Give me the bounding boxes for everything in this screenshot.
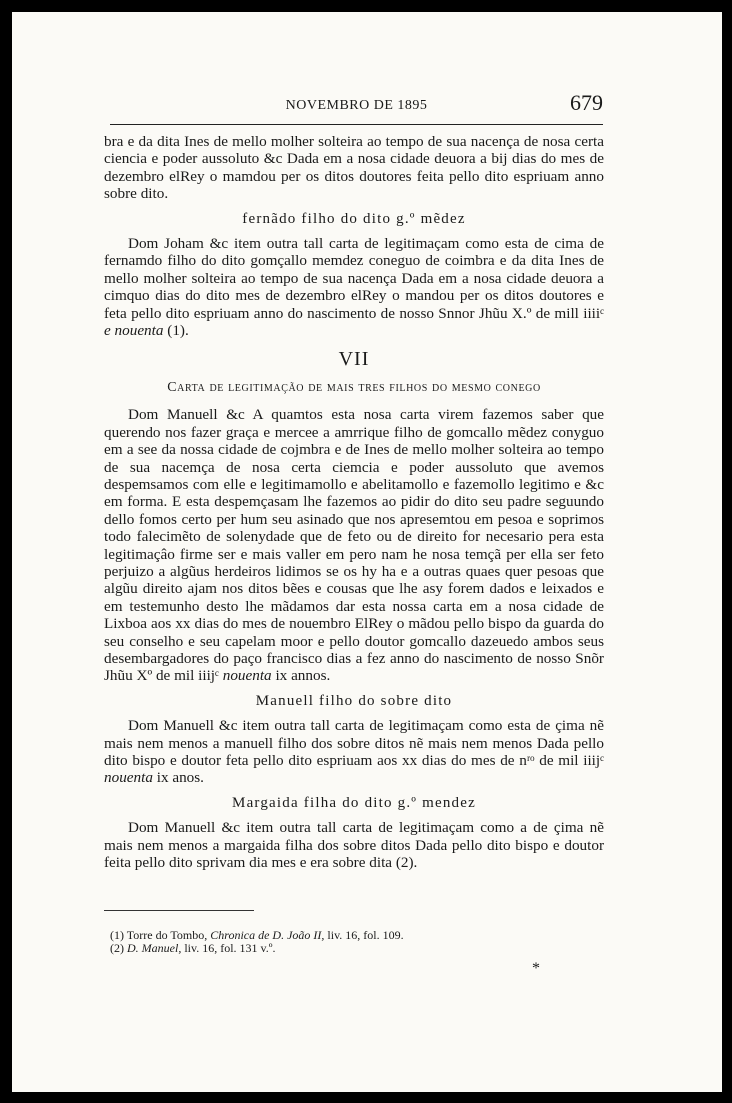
running-title: NOVEMBRO DE 1895 [285, 98, 428, 113]
footnotes [110, 929, 590, 955]
body-text [104, 133, 604, 871]
footnote-number: (2) [110, 941, 124, 955]
footnote-title: Chronica de D. João II, [210, 928, 325, 942]
paragraph-text: Dom Manuell &c item outra tall carta de legitimaçam como esta de çima nẽ mais nem menos a manuell filho dos sobre ditos nẽ mais nem menos Dada pello dito bispo e doutor feta pello dito espriuam aos xx dias do mes de nʳᵒ de mil iiijᶜ [104, 717, 604, 769]
section-caption: Carta de legitimação de mais tres filhos do mesmo conego [167, 379, 541, 395]
paragraph-fernando [104, 235, 604, 339]
running-head [110, 84, 603, 125]
book-page [12, 12, 722, 1092]
paragraph-tail: ix anos. [156, 769, 204, 787]
section-numeral: VII [338, 348, 370, 371]
paragraph-margaida: Dom Manuell &c item outra tall carta de legitimaçam como a de çima nẽ mais nem menos a margaida filha dos sobre ditos Dada pello dito bispo e doutor feita pello dito sprivam dia mes e era sobre dita (2). [104, 819, 604, 872]
paragraph-tail: ix annos. [275, 667, 331, 685]
italic-term: nouenta [104, 769, 153, 787]
subheading-margaida: Margaida filha do dito g.º mendez [232, 794, 476, 811]
footnote-ref: liv. 16, fol. 131 v.º. [184, 941, 276, 955]
footnote-text: Torre do Tombo, [126, 928, 208, 942]
paragraph-text: Dom Joham &c item outra tall carta de legitimaçam como esta de cima de fernamdo filho do dito gomçallo memdez coneguo de coimbra e da dita Ines de mello molher solteira ao tempo de sua nacença Dada em a nosa cidade deuora a cimquo dias do dito mes de dezembro elRey o mandou per os ditos doutores e feta pello dito espriuam anno do nascimento de nosso Snnor Jhũu X.º de mill iiiiᶜ [104, 235, 604, 322]
paragraph-text: Dom Manuell &c A quamtos esta nosa carta virem fazemos saber que querendo nos fazer graça e mercee a amrrique filho de gomcallo mẽdez conyguo em a see da nossa cidade de cojmbra e de Ines de mello molher solteira ao tempo de sua nacemça de nosa certa ciemcia e poder aussoluto que avemos despemsamos com elle e legitimamollo e abelitamollo e fazemollo legitimo e &c em forma. E esta despemçasam lhe fazemos ao pidir do dito seu padre seguundo dello fomos certo per hum seu asinado que nos apresemtou em pesoa e soprimos todo falecimẽto de solenydade que de feto ou de direito for necesario pera esta legitimaçâo firme ser e mais valler em pero nam he nosa temçã per ella ser feto perjuizo a algũus herdeiros lidimos se os hy ha e a outras quaes quer pesoas que algũu direito ajam nos ditos bẽes e cousas que lhe asy forem dados e leixados e em testemunho desto lhe mãdamos dar esta nossa carta em a nosa cidade de Lixboa aos xx dias do mes de nouembro ElRey o mãdou pello bispo da guarda do seu conselho e seu capelam moor e pello doutor gomcallo dazeuedo ambos seus desembargadores do paço francisco dias a fez anno do nascimento de nosso Snõr Jhũu Xº de mil iiijᶜ [104, 406, 604, 685]
footnote-number: (1) [110, 928, 124, 942]
footnote-ref: (1). [167, 322, 189, 340]
italic-term: e nouenta [104, 322, 164, 340]
footnote-ref: liv. 16, fol. 109. [327, 928, 404, 942]
italic-term: nouenta [222, 667, 272, 685]
footnote-rule [104, 910, 254, 911]
signature-mark: * [532, 960, 540, 977]
paragraph-continuation: bra e da dita Ines de mello molher solteira ao tempo de sua nacença de nosa certa ciencia e poder aussoluto &c Dada em a nosa cidade deuora a bij dias do mes de dezembro elRey o mamdou per os ditos doutores feita pello dito espriuam anno sobre dito. [104, 133, 604, 203]
paragraph-amrrique [104, 406, 604, 685]
footnote-title: D. Manuel, [127, 941, 182, 955]
subheading-fernando: fernãdo filho do dito g.º mẽdez [242, 210, 466, 227]
footnote-2 [110, 942, 590, 955]
subheading-manuell: Manuell filho do sobre dito [255, 692, 453, 709]
paragraph-manuell [104, 717, 604, 787]
page-number: 679 [570, 90, 603, 115]
